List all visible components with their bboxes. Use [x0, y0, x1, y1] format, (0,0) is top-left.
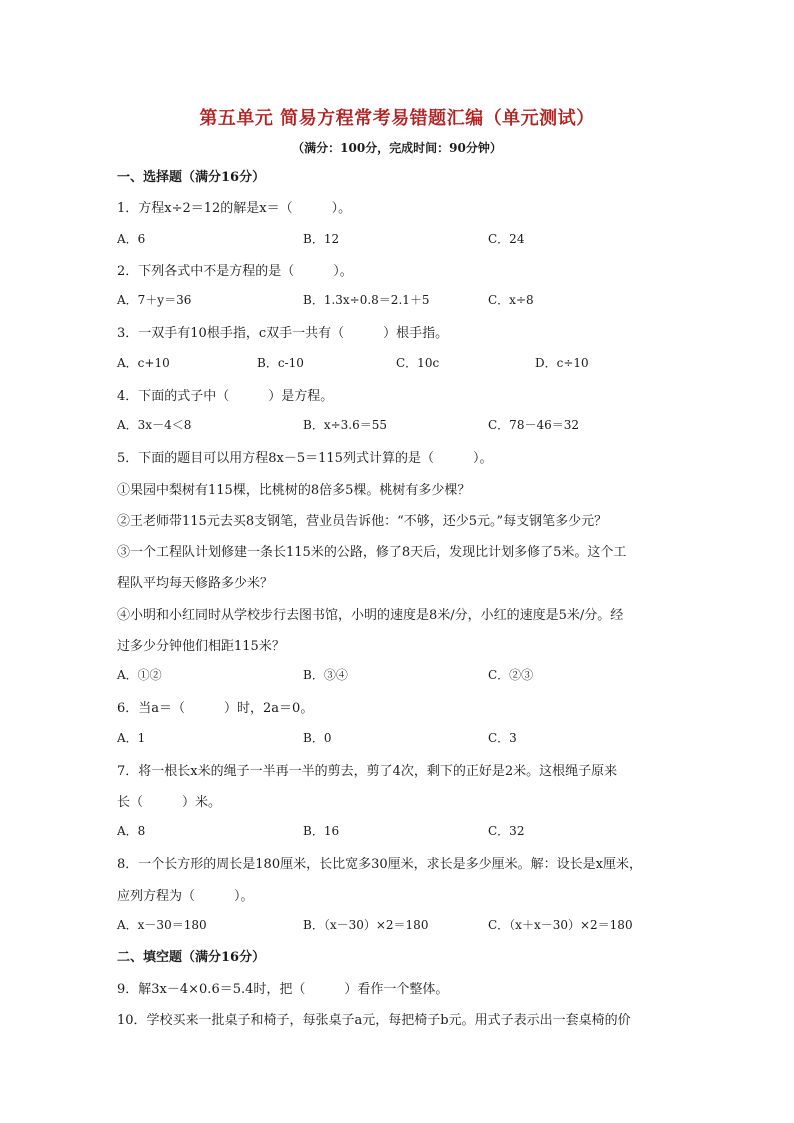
question-2-stem: 2．下列各式中不是方程的是（ ）。	[117, 264, 353, 279]
q6-option-b: B．0	[303, 731, 332, 745]
q4-option-b: B．x÷3.6＝55	[303, 418, 387, 432]
q5-item: 程队平均每天修路多少米？	[117, 576, 274, 591]
section-heading-choice: 一、选择题（满分16分）	[117, 170, 266, 185]
question-8-stem: 8．一个长方形的周长是180厘米，长比宽多30厘米，求长是多少厘米。解：设长是x厘米，	[117, 857, 642, 872]
q3-option-b: B．c-10	[257, 356, 304, 370]
q3-option-d: D．c÷10	[535, 356, 589, 370]
question-7-stem: 7．将一根长x米的绳子一半再一半的剪去，剪了4次，剩下的正好是2米。这根绳子原来	[117, 764, 618, 779]
q8-option-c: C．（x＋x－30）×2＝180	[488, 918, 633, 932]
q2-option-c: C．x÷8	[488, 293, 534, 307]
q1-option-c: C．24	[488, 232, 525, 246]
q6-option-a: A．1	[117, 731, 146, 745]
question-4-stem: 4．下面的式子中（ ）是方程。	[117, 389, 334, 404]
q3-option-a: A．c+10	[117, 356, 170, 370]
q7-option-a: A．8	[117, 824, 146, 838]
question-3-stem: 3．一双手有10根手指，c双手一共有（ ）根手指。	[117, 326, 449, 341]
question-6-stem: 6．当a＝（ ）时，2a＝0。	[117, 701, 314, 716]
q5-item: ④小明和小红同时从学校步行去图书馆，小明的速度是8米/分，小红的速度是5米/分。经	[117, 608, 624, 623]
q2-option-a: A．7＋y＝36	[117, 293, 192, 307]
q5-option-a: A．①②	[117, 668, 162, 682]
q7-option-c: C．32	[488, 824, 525, 838]
q1-option-b: B．12	[303, 232, 340, 246]
q5-item: ②王老师带115元去买8支钢笔，营业员告诉他：“不够，还少5元。”每支钢笔多少元？	[117, 514, 608, 529]
q4-option-a: A．3x－4＜8	[117, 418, 192, 432]
question-5-stem: 5．下面的题目可以用方程8x－5＝115列式计算的是（ ）。	[117, 451, 493, 466]
question-7-stem-cont: 长（ ）米。	[117, 795, 222, 810]
q8-option-a: A．x－30＝180	[117, 918, 207, 932]
q7-option-b: B．16	[303, 824, 340, 838]
q2-option-b: B．1.3x÷0.8＝2.1＋5	[303, 293, 430, 307]
q5-option-c: C．②③	[488, 668, 534, 682]
section-heading-fill: 二、填空题（满分16分）	[117, 950, 266, 965]
q5-option-b: B．③④	[303, 668, 348, 682]
q8-option-b: B．（x－30）×2＝180	[303, 918, 429, 932]
q3-option-c: C．10c	[396, 356, 440, 370]
q5-item: ③一个工程队计划修建一条长115米的公路，修了8天后，发现比计划多修了5米。这个工	[117, 545, 627, 560]
page-title: 第五单元 简易方程常考易错题汇编（单元测试）	[199, 108, 595, 129]
page-subtitle: （满分：100分，完成时间：90分钟）	[292, 141, 502, 155]
q5-item: 过多少分钟他们相距115米？	[117, 639, 285, 654]
q1-option-a: A．6	[117, 232, 146, 246]
q4-option-c: C．78－46＝32	[488, 418, 579, 432]
q6-option-c: C．3	[488, 731, 517, 745]
question-9-stem: 9．解3x－4×0.6＝5.4时，把（ ）看作一个整体。	[117, 982, 449, 997]
question-10-stem: 10．学校买来一批桌子和椅子，每张桌子a元，每把椅子b元。用式子表示出一套桌椅的价	[117, 1013, 631, 1028]
q5-item: ①果园中梨树有115棵，比桃树的8倍多5棵。桃树有多少棵？	[117, 483, 471, 498]
question-1-stem: 1．方程x÷2＝12的解是x＝（ ）。	[117, 201, 352, 216]
question-8-stem-cont: 应列方程为（ ）。	[117, 889, 254, 904]
